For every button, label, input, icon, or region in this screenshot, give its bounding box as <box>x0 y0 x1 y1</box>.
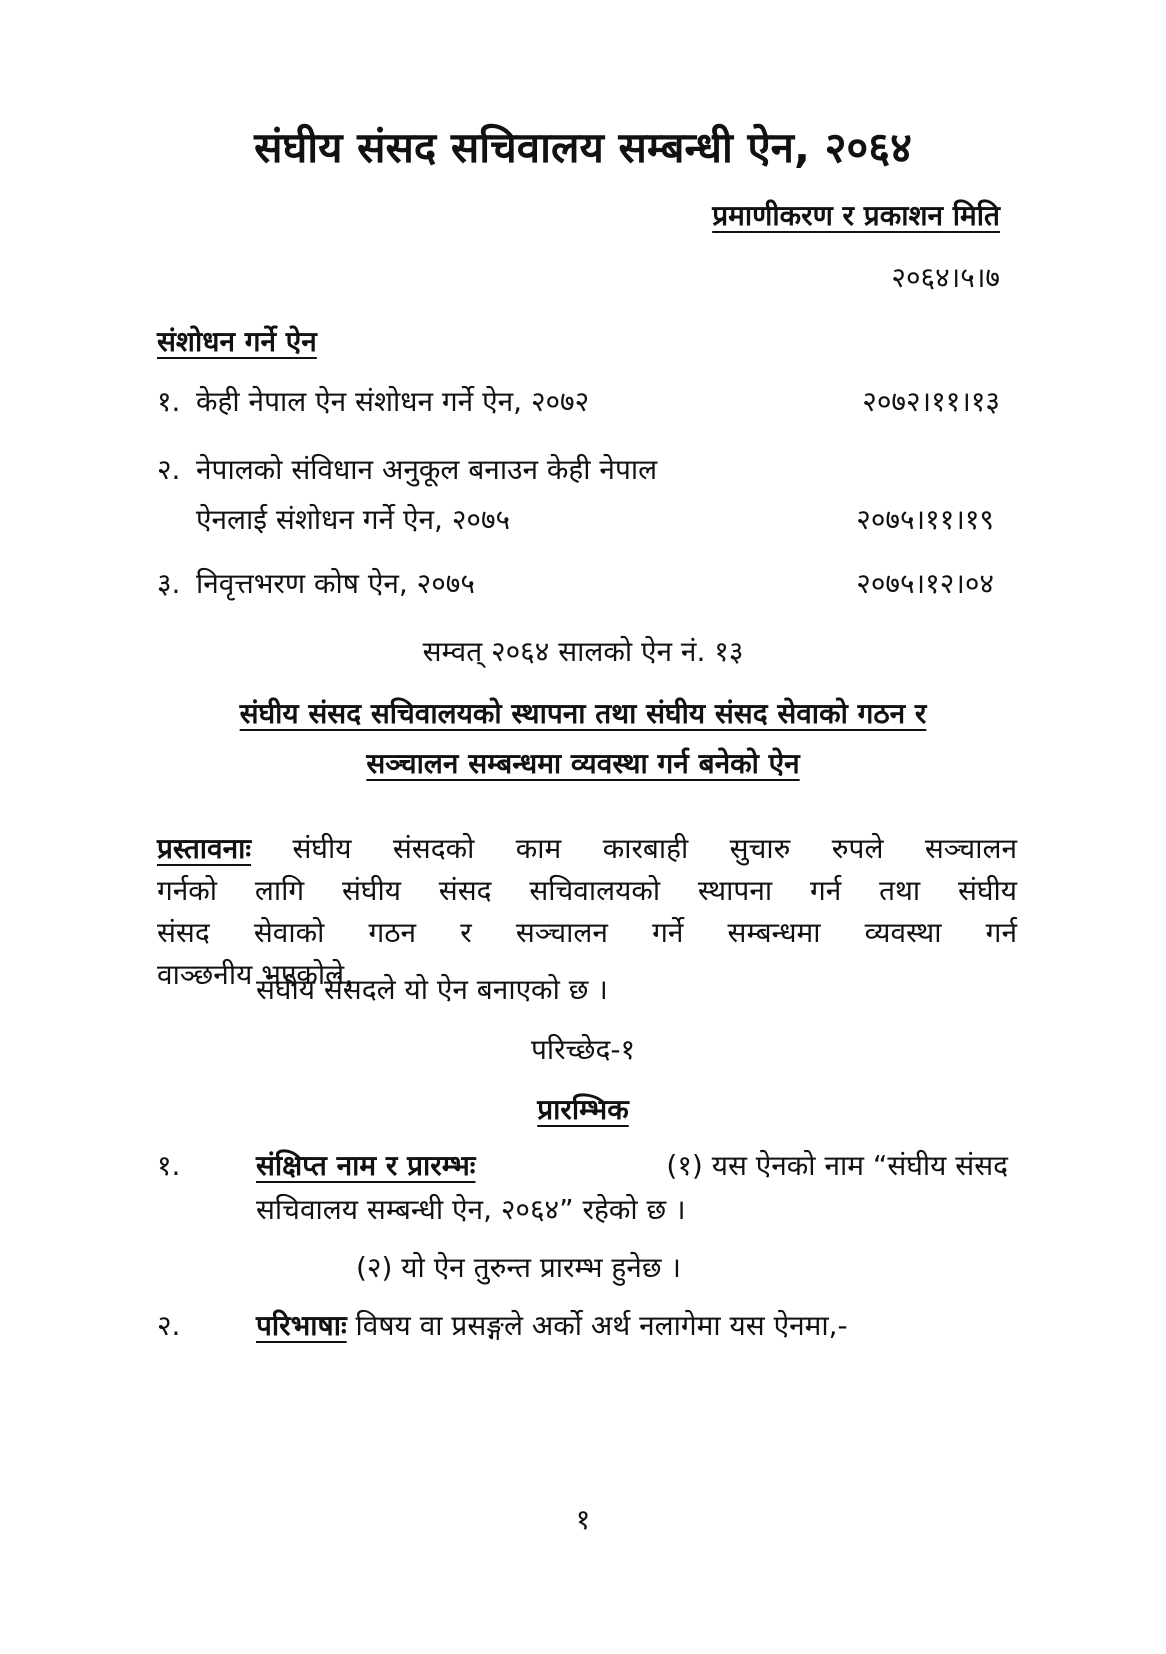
section-heading: परिभाषाः <box>256 1309 347 1342</box>
list-item-number: ३. <box>157 567 181 600</box>
list-item-text: नेपालको संविधान अनुकूल बनाउन केही नेपाल <box>196 453 658 486</box>
list-item-text: केही नेपाल ऐन संशोधन गर्ने ऐन, २०७२ <box>196 385 590 418</box>
authentication-date: २०६४।५।७ <box>891 261 1000 294</box>
section-first-line <box>256 1146 1008 1184</box>
section-text: विषय वा प्रसङ्गले अर्को अर्थ नलागेमा यस ऐनमा,- <box>355 1309 848 1342</box>
act-number: सम्वत् २०६४ सालको ऐन नं. १३ <box>422 635 744 668</box>
subsection-text: (२) यो ऐन तुरुन्त प्रारम्भ हुनेछ । <box>356 1251 681 1284</box>
section-number: १. <box>157 1149 181 1182</box>
section-first-line <box>256 1306 848 1344</box>
preamble-line-1 <box>157 828 1017 870</box>
preamble-text: वाञ्छनीय भएकोले, <box>157 958 354 991</box>
preamble-text: संसद सेवाको गठन र सञ्चालन गर्ने सम्बन्धमा व्यवस्था गर्न <box>157 916 1017 949</box>
section-heading: संक्षिप्त नाम र प्रारम्भः <box>256 1149 476 1182</box>
enacting-clause: संघीय संसदले यो ऐन बनाएको छ । <box>256 973 608 1006</box>
list-item-text: निवृत्तभरण कोष ऐन, २०७५ <box>196 567 475 600</box>
preamble-text: संघीय संसदको काम कारबाही सुचारु रुपले सञ्चालन <box>292 832 1017 865</box>
authentication-heading: प्रमाणीकरण र प्रकाशन मिति <box>712 199 1000 232</box>
long-title-line: सञ्चालन सम्बन्धमा व्यवस्था गर्न बनेको ऐन <box>366 747 800 780</box>
section-number: २. <box>157 1309 181 1342</box>
long-title-line: संघीय संसद सचिवालयको स्थापना तथा संघीय संसद सेवाको गठन र <box>239 697 927 730</box>
page-number: १ <box>575 1503 591 1536</box>
preamble-label: प्रस्तावनाः <box>157 832 252 865</box>
chapter-number: परिच्छेद-१ <box>530 1033 636 1066</box>
preamble-text: गर्नको लागि संघीय संसद सचिवालयको स्थापना गर्न तथा संघीय <box>157 874 1017 907</box>
amending-acts-heading: संशोधन गर्ने ऐन <box>157 325 317 358</box>
list-item-number: २. <box>157 453 181 486</box>
section-text: सचिवालय सम्बन्धी ऐन, २०६४” रहेको छ । <box>256 1193 686 1226</box>
document-title: संघीय संसद सचिवालय सम्बन्धी ऐन, २०६४ <box>254 123 912 172</box>
list-item-date: २०७५।११।१९ <box>856 503 994 536</box>
chapter-heading: प्रारम्भिक <box>537 1093 629 1126</box>
list-item-date: २०७२।११।१३ <box>862 385 1000 418</box>
list-item-number: १. <box>157 385 181 418</box>
list-item-text: ऐनलाई संशोधन गर्ने ऐन, २०७५ <box>196 503 511 536</box>
list-item-date: २०७५।१२।०४ <box>856 567 994 600</box>
section-text: (१) यस ऐनको नाम “संघीय संसद <box>666 1149 1008 1182</box>
